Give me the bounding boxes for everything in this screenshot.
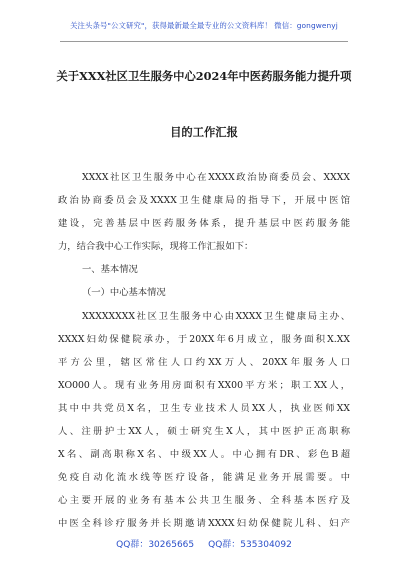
qq-group-1[interactable]: QQ群：30265665	[116, 540, 195, 550]
body-line: 政治协商委员会及XXXX卫生健康局的指导下，开展中医馆	[58, 195, 350, 206]
header-divider	[60, 41, 348, 42]
qq-group-2[interactable]: QQ群：535304092	[208, 540, 292, 550]
body-line: 中医全科诊疗服务并长期邀请XXXX妇幼保健院儿科、妇产	[58, 518, 350, 529]
body-line: 心主要开展的业务有基本公共卫生服务、全科基本医疗及	[58, 495, 350, 506]
body-line: 人、注册护士XX人，硕士研究生X人，其中医护正高职称	[58, 426, 350, 437]
footer-qq-groups	[0, 537, 408, 550]
body-line: XXXXXXXX社区卫生服务中心由XXXX卫生健康局主办、	[82, 311, 350, 322]
header-banner[interactable]: 关注头条号"公文研究"，获得最新最全最专业的公文资料库！ 微信：gongwenyj	[70, 21, 338, 30]
body-line: XO000人。现有业务用房面积有XX00平方米；职工XX人，	[58, 380, 350, 391]
body-line: XXXX妇幼保健院承办，于20XX年6月成立，服务面积X.XX	[58, 334, 350, 345]
body-line: 力，结合我中心工作实际，现将工作汇报如下：	[58, 241, 254, 252]
body-line: 免疫自动化流水线等医疗设备，能满足业务开展需要。中	[58, 472, 350, 483]
body-line: XXXX社区卫生服务中心在XXXX政治协商委员会、XXXX	[82, 172, 350, 183]
document-title-line-1: 关于XXX社区卫生服务中心2024年中医药服务能力提升项	[56, 69, 352, 83]
body-line: 建设，完善基层中医药服务体系，提升基层中医药服务能	[58, 218, 350, 229]
subsection-heading: （一）中心基本情况	[82, 287, 166, 298]
body-line: 平方公里，辖区常住人口约XX万人、20XX年服务人口	[58, 357, 350, 368]
section-heading: 一、基本情况	[82, 264, 138, 275]
document-title-line-2: 目的工作汇报	[170, 125, 238, 139]
body-line: X名、副高职称X名、中级XX人。中心拥有DR、彩色B超	[58, 449, 350, 460]
body-line: 其中中共党员X名，卫生专业技术人员XX人，执业医师XX	[58, 403, 350, 414]
